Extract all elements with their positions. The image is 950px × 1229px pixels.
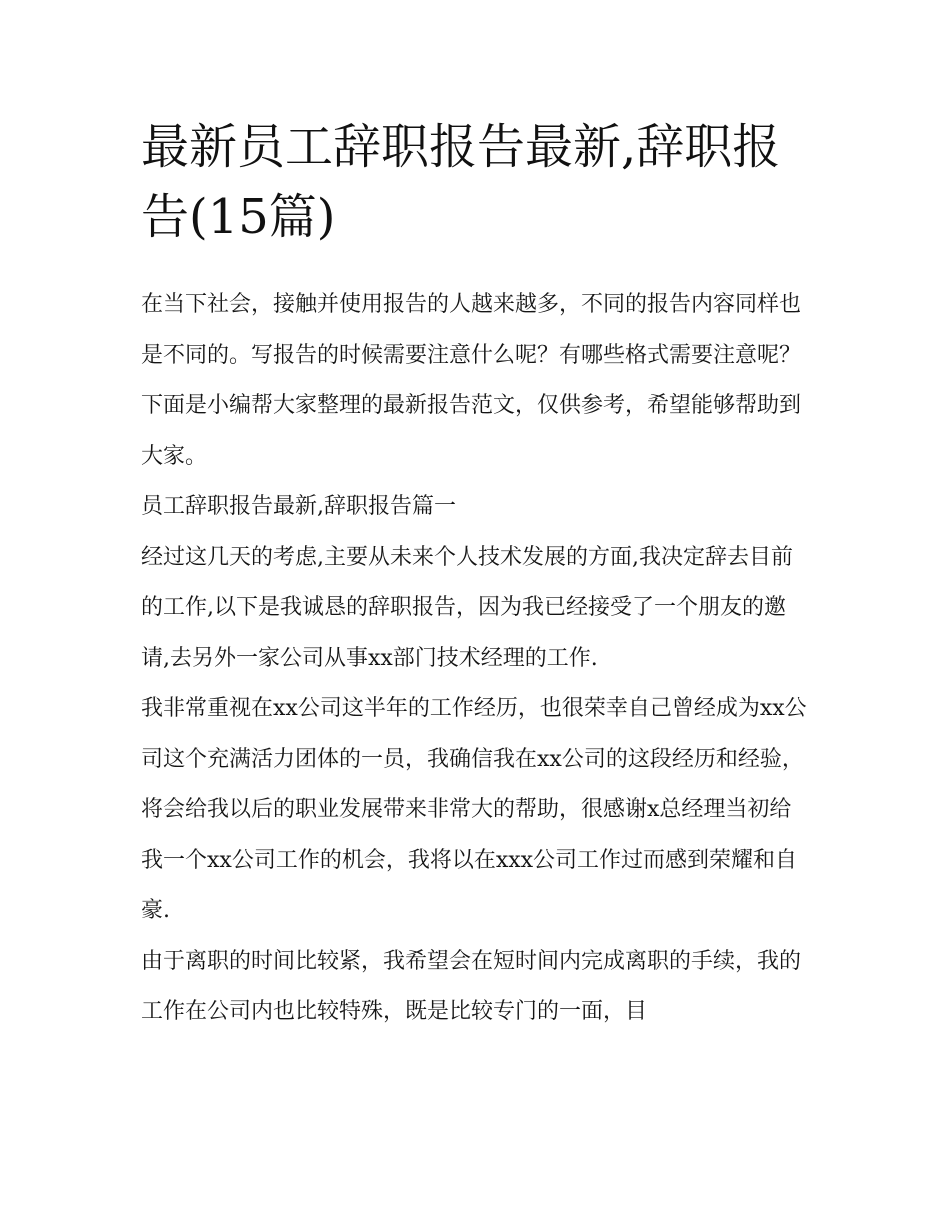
body-paragraph: 经过这几天的考虑,主要从未来个人技术发展的方面,我决定辞去目前的工作,以下是我诚恳的辞职报告，因为我已经接受了一个朋友的邀请,去另外一家公司从事xx部门技术经理的工作. (141, 544, 793, 671)
document-body (141, 112, 813, 1038)
section-heading: 员工辞职报告最新,辞职报告篇一 (141, 494, 456, 519)
body-paragraph: 由于离职的时间比较紧，我希望会在短时间内完成离职的手续，我的工作在公司内也比较特殊，既是比较专门的一面，目 (141, 948, 802, 1024)
document-title: 最新员工辞职报告最新,辞职报告(15篇) (141, 119, 781, 245)
body-paragraph: 我非常重视在xx公司这半年的工作经历，也很荣幸自己曾经成为xx公司这个充满活力团体的一员，我确信我在xx公司的这段经历和经验，将会给我以后的职业发展带来非常大的帮助，很感谢x总经理当初给我一个xx公司工作的机会，我将以在xxx公司工作过而感到荣耀和自豪. (141, 696, 807, 923)
intro-paragraph: 在当下社会，接触并使用报告的人越来越多，不同的报告内容同样也是不同的。写报告的时候需要注意什么呢？有哪些格式需要注意呢？下面是小编帮大家整理的最新报告范文，仅供参考，希望能够帮助到大家。 (141, 292, 802, 469)
